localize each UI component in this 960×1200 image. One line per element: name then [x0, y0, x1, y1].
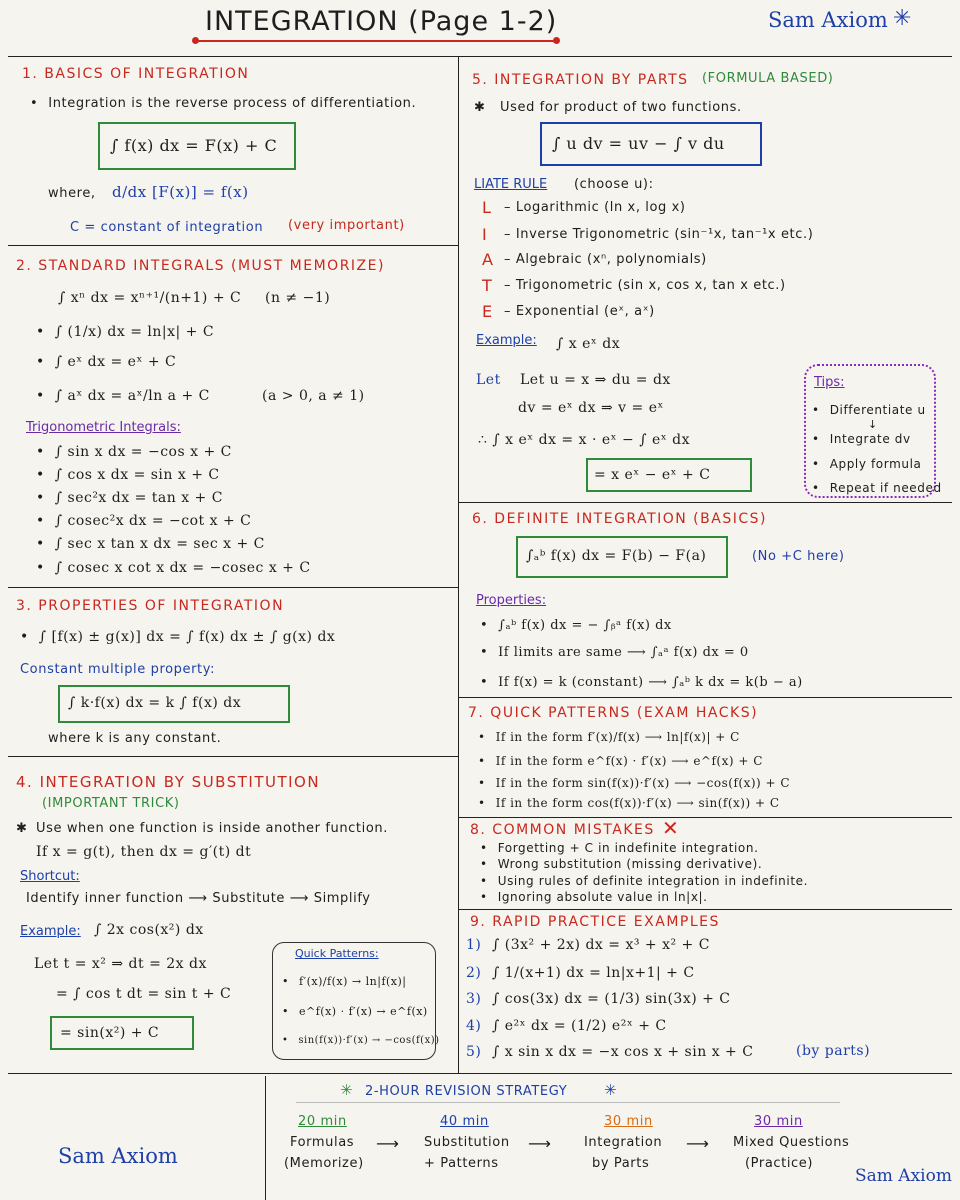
strategy-arrow-3: ⟶	[686, 1134, 709, 1153]
divider-7	[458, 817, 952, 818]
s5-liate-t: T	[482, 276, 492, 295]
s9-num-2: 2)	[466, 965, 482, 981]
s2-trig-heading: Trigonometric Integrals:	[26, 420, 181, 435]
strategy-star-right-icon: ✳	[604, 1081, 617, 1099]
section-7-heading: 7. QUICK PATTERNS (EXAM HACKS)	[468, 705, 759, 721]
strategy-time-3: 30 min	[604, 1114, 653, 1129]
strategy-l2-4: (Practice)	[745, 1156, 814, 1171]
s1-where-label: where,	[48, 186, 96, 201]
divider-6	[458, 697, 952, 698]
s6-prop-2: • If limits are same ⟶ ∫ₐᵃ f(x) dx = 0	[480, 645, 749, 660]
s9-num-4: 4)	[466, 1018, 482, 1034]
s9-item-5: ∫ x sin x dx = −x cos x + sin x + C	[492, 1044, 754, 1060]
strategy-time-1: 20 min	[298, 1114, 347, 1129]
s6-prop-1: • ∫ₐᵇ f(x) dx = − ∫ᵦᵃ f(x) dx	[480, 618, 672, 633]
s5-liate-i: I	[482, 225, 487, 244]
s2-trig-2: • ∫ cos x dx = sin x + C	[36, 467, 220, 483]
s5-answer: = x eˣ − eˣ + C	[594, 467, 711, 483]
s1-c-def: C = constant of integration	[70, 220, 264, 235]
s5-liate-l-text: – Logarithmic (ln x, log x)	[504, 200, 686, 215]
section-9-heading: 9. RAPID PRACTICE EXAMPLES	[470, 914, 720, 930]
s3-where: where k is any constant.	[48, 731, 222, 746]
strategy-l1-1: Formulas	[290, 1135, 355, 1150]
s5-example-heading: Example:	[476, 333, 537, 348]
s2-trig-3: • ∫ sec²x dx = tan x + C	[36, 490, 223, 506]
divider-2	[8, 587, 458, 588]
s1-formula: ∫ f(x) dx = F(x) + C	[110, 136, 278, 155]
strategy-l2-3: by Parts	[592, 1156, 650, 1171]
s9-item-4: ∫ e²ˣ dx = (1/2) e²ˣ + C	[492, 1018, 667, 1034]
s5-let2: dv = eˣ dx ⇒ v = eˣ	[518, 400, 664, 416]
s4-qp-2: • e^f(x) · f′(x) → e^f(x)	[282, 1005, 428, 1018]
section-6-heading: 6. DEFINITE INTEGRATION (BASICS)	[472, 511, 767, 527]
strategy-arrow-1: ⟶	[376, 1134, 399, 1153]
s9-num-3: 3)	[466, 991, 482, 1007]
strategy-time-2: 40 min	[440, 1114, 489, 1129]
strategy-heading: 2-HOUR REVISION STRATEGY	[365, 1084, 568, 1099]
s5-liate-e: E	[482, 302, 493, 321]
s4-answer: = sin(x²) + C	[60, 1025, 160, 1041]
s5-liate-a: A	[482, 250, 493, 269]
s9-item-1: ∫ (3x² + 2x) dx = x³ + x² + C	[492, 937, 710, 953]
s2-trig-1: • ∫ sin x dx = −cos x + C	[36, 444, 232, 460]
s2-item-1: ∫ xⁿ dx = xⁿ⁺¹/(n+1) + C	[58, 290, 242, 306]
s5-formula: ∫ u dv = uv − ∫ v du	[552, 134, 725, 153]
s3-sum-rule: • ∫ [f(x) ± g(x)] dx = ∫ f(x) dx ± ∫ g(x) dx	[20, 629, 335, 645]
s5-tip-2: • Integrate dv	[812, 432, 911, 446]
header-divider	[8, 56, 952, 57]
s1-where-eq: d/dx [F(x)] = f(x)	[112, 183, 249, 201]
s3-const-heading: Constant multiple property:	[20, 662, 216, 677]
s2-trig-5: • ∫ sec x tan x dx = sec x + C	[36, 536, 265, 552]
strategy-left-border	[265, 1076, 266, 1200]
section-1-heading: 1. BASICS OF INTEGRATION	[22, 66, 250, 82]
s7-item-2: • If in the form e^f(x) · f′(x) ⟶ e^f(x) + C	[478, 754, 763, 768]
s4-qp-3: • sin(f(x))·f′(x) → −cos(f(x))	[282, 1035, 440, 1046]
s9-num-5: 5)	[466, 1044, 482, 1060]
s2-item-1-note: (n ≠ −1)	[265, 290, 331, 306]
s2-item-3: • ∫ eˣ dx = eˣ + C	[36, 354, 176, 370]
s9-item-5-note: (by parts)	[796, 1043, 871, 1059]
title-underline	[196, 40, 556, 42]
divider-5	[458, 502, 952, 503]
s2-item-2: • ∫ (1/x) dx = ln|x| + C	[36, 324, 214, 340]
s4-star-icon: ✱	[16, 821, 28, 836]
s9-num-1: 1)	[466, 937, 482, 953]
s2-trig-4: • ∫ cosec²x dx = −cot x + C	[36, 513, 251, 529]
s8-item-1: • Forgetting + C in indefinite integration.	[480, 841, 759, 855]
s7-item-3: • If in the form sin(f(x))·f′(x) ⟶ −cos(f(x)) + C	[478, 776, 790, 790]
star-icon: ✳	[893, 6, 912, 31]
s7-item-1: • If in the form f′(x)/f(x) ⟶ ln|f(x)| + C	[478, 730, 740, 744]
s5-liate-i-text: – Inverse Trigonometric (sin⁻¹x, tan⁻¹x etc.)	[504, 227, 814, 242]
s4-if-line: If x = g(t), then dx = g′(t) dt	[36, 844, 252, 860]
s5-let1: Let u = x ⇒ du = dx	[520, 372, 671, 388]
section-2-heading: 2. STANDARD INTEGRALS (MUST MEMORIZE)	[16, 258, 385, 274]
s4-shortcut-heading: Shortcut:	[20, 869, 80, 884]
s5-liate-e-text: – Exponential (eˣ, aˣ)	[504, 304, 655, 319]
section-8-heading: 8. COMMON MISTAKES	[470, 822, 655, 838]
s7-item-4: • If in the form cos(f(x))·f′(x) ⟶ sin(f(x)) + C	[478, 796, 780, 810]
s2-item-4: • ∫ aˣ dx = aˣ/ln a + C	[36, 388, 210, 404]
s5-liate-a-text: – Algebraic (xⁿ, polynomials)	[504, 252, 707, 267]
strategy-l2-1: (Memorize)	[284, 1156, 364, 1171]
section-3-heading: 3. PROPERTIES OF INTEGRATION	[16, 598, 285, 614]
strategy-l1-2: Substitution	[424, 1135, 510, 1150]
s1-line: • Integration is the reverse process of differentiation.	[30, 96, 416, 111]
s5-tip-arrow: ↓	[868, 418, 878, 431]
divider-8	[458, 909, 952, 910]
s5-liate-note: (choose u):	[574, 177, 654, 192]
s4-shortcut: Identify inner function ⟶ Substitute ⟶ Simplify	[26, 891, 371, 906]
author-signature: Sam Axiom	[768, 8, 888, 32]
strategy-l2-2: + Patterns	[424, 1156, 499, 1171]
divider-bottom	[8, 1073, 952, 1074]
section-5-heading: 5. INTEGRATION BY PARTS	[472, 72, 689, 88]
s3-const-formula: ∫ k·f(x) dx = k ∫ f(x) dx	[68, 695, 242, 711]
s4-subheading: (IMPORTANT TRICK)	[42, 796, 180, 811]
strategy-l1-4: Mixed Questions	[733, 1135, 850, 1150]
s8-item-4: • Ignoring absolute value in ln|x|.	[480, 890, 708, 904]
s5-liate-l: L	[482, 198, 491, 217]
s4-let: Let t = x² ⇒ dt = 2x dx	[34, 956, 207, 972]
strategy-time-4: 30 min	[754, 1114, 803, 1129]
column-divider	[458, 56, 459, 1074]
s5-tips-heading: Tips:	[814, 375, 845, 390]
s5-tip-1: • Differentiate u	[812, 403, 926, 417]
strategy-l1-3: Integration	[584, 1135, 663, 1150]
s6-props-heading: Properties:	[476, 593, 547, 608]
signature-bottom-left: Sam Axiom	[58, 1144, 178, 1168]
s4-step: = ∫ cos t dt = sin t + C	[56, 986, 232, 1002]
s5-star-icon: ✱	[474, 100, 486, 115]
s5-tip-4: • Repeat if needed	[812, 481, 942, 495]
s2-trig-6: • ∫ cosec x cot x dx = −cosec x + C	[36, 560, 311, 576]
s4-qp-heading: Quick Patterns:	[295, 947, 379, 960]
s5-tip-3: • Apply formula	[812, 457, 921, 471]
divider-3	[8, 756, 458, 757]
s8-item-2: • Wrong substitution (missing derivative).	[480, 857, 762, 871]
section-5-note: (FORMULA BASED)	[702, 71, 834, 86]
s5-example: ∫ x eˣ dx	[556, 336, 621, 352]
s1-c-note: (very important)	[288, 218, 405, 233]
s5-let-label: Let	[476, 372, 501, 388]
s9-item-2: ∫ 1/(x+1) dx = ln|x+1| + C	[492, 965, 695, 981]
s2-item-4-note: (a > 0, a ≠ 1)	[262, 388, 365, 404]
s6-formula: ∫ₐᵇ f(x) dx = F(b) − F(a)	[526, 548, 707, 564]
cross-icon: ✕	[662, 816, 679, 840]
s9-item-3: ∫ cos(3x) dx = (1/3) sin(3x) + C	[492, 991, 731, 1007]
strategy-arrow-2: ⟶	[528, 1134, 551, 1153]
divider-1	[8, 245, 458, 246]
s8-item-3: • Using rules of definite integration in indefinite.	[480, 874, 808, 888]
s4-qp-1: • f′(x)/f(x) → ln|f(x)|	[282, 975, 407, 988]
section-4-heading: 4. INTEGRATION BY SUBSTITUTION	[16, 773, 321, 791]
s5-use: Used for product of two functions.	[500, 100, 742, 115]
s5-liate-t-text: – Trigonometric (sin x, cos x, tan x etc.)	[504, 278, 786, 293]
s6-note: (No +C here)	[752, 549, 845, 564]
s4-example: ∫ 2x cos(x²) dx	[94, 922, 204, 938]
s4-example-heading: Example:	[20, 924, 81, 939]
s4-use: Use when one function is inside another function.	[36, 821, 388, 836]
page-title: INTEGRATION (Page 1-2)	[205, 6, 558, 37]
s5-liate-heading: LIATE RULE	[474, 177, 548, 192]
strategy-underline	[296, 1102, 840, 1103]
signature-bottom-right: Sam Axiom	[855, 1166, 952, 1186]
s6-prop-3: • If f(x) = k (constant) ⟶ ∫ₐᵇ k dx = k(b − a)	[480, 675, 803, 690]
s5-therefore: ∴ ∫ x eˣ dx = x · eˣ − ∫ eˣ dx	[478, 432, 690, 448]
strategy-star-left-icon: ✳	[340, 1081, 353, 1099]
